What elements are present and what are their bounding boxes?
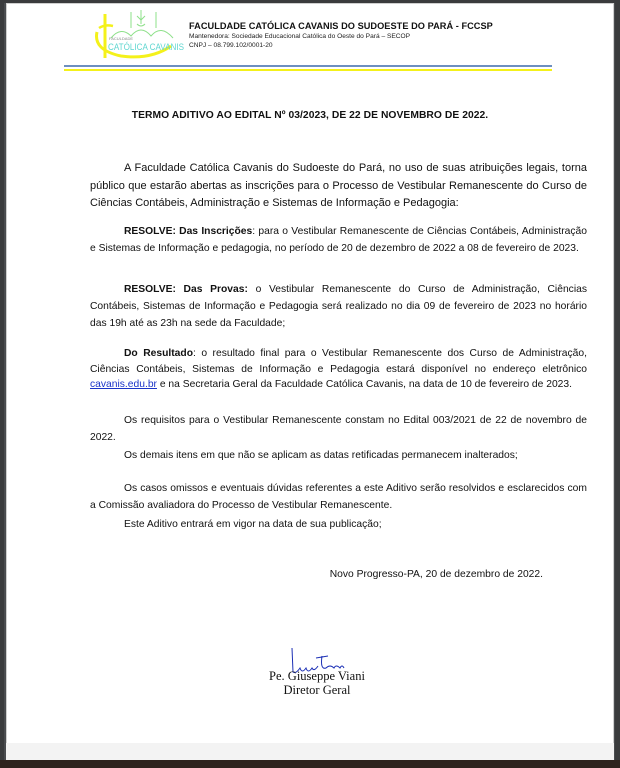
place-and-date: Novo Progresso-PA, 20 de dezembro de 2022.: [329, 569, 543, 580]
signature-block: [227, 644, 407, 697]
paragraph-intro: [90, 160, 587, 213]
cavanis-website-link[interactable]: cavanis.edu.br: [90, 379, 157, 390]
signer-name: Pe. Giuseppe Viani: [269, 669, 365, 683]
intro-text: A Faculdade Católica Cavanis do Sudoeste do Pará, no uso de suas atribuições legais, torna público que estarão abertas as inscrições para o Processo de Vestibular Remanescente do Curso de Ciências Contábeis, Administração e Sistemas de Informação e Pedagogia:: [90, 162, 587, 209]
inscricoes-heading: RESOLVE: Das Inscrições: [124, 226, 253, 237]
requisitos-text: Os requisitos para o Vestibular Remanescente constam no Edital 003/2021 de 22 de novembro de 2022.: [90, 415, 587, 443]
letterhead-text: [189, 21, 493, 50]
letterhead: [7, 4, 613, 84]
paragraph-resultado: [90, 346, 587, 393]
logo-smile: [137, 24, 145, 26]
paragraph-vigor: [90, 516, 587, 533]
provas-heading: RESOLVE: Das Provas:: [124, 284, 248, 295]
paragraph-inscricoes: [90, 223, 587, 257]
resultado-text-after: e na Secretaria Geral da Faculdade Católica Cavanis, na data de 10 de fevereiro de 2023.: [156, 379, 572, 390]
logo-small-text: FACULDADE: [109, 36, 134, 41]
paragraph-provas: [90, 281, 587, 332]
paragraph-demais-itens: [90, 447, 587, 464]
inscricoes-text: : para o Vestibular Remanescente de Ciências Contábeis, Administração e Sistemas de Informação e pedagogia, no período de 20 de dezembro de 2022 a 08 de fevereiro de 2023.: [90, 226, 587, 254]
cnpj-line: CNPJ – 08.799.102/0001-20: [189, 42, 273, 49]
provas-text: o Vestibular Remanescente do Curso de Administração, Ciências Contábeis, Sistemas de Informação e Pedagogia será realizado no dia 09 de fevereiro de 2023 no horário das 19h até as 23h na sede da Faculdade;: [90, 284, 587, 329]
document-page: [6, 3, 614, 748]
header-rule-yellow: [64, 69, 552, 71]
document-title: TERMO ADITIVO AO EDITAL Nº 03/2023, DE 22 DE NOVEMBRO DE 2022.: [131, 110, 489, 121]
resultado-heading: Do Resultado: [124, 348, 193, 359]
casos-omissos-text: Os casos omissos e eventuais dúvidas referentes a este Aditivo serão resolvidos e esclarecidos com a Comissão avaliadora do Processo de Vestibular Remanescente.: [90, 483, 587, 511]
demais-itens-text: Os demais itens em que não se aplicam as datas retificadas permanecem inalterados;: [124, 450, 518, 461]
institution-name: FACULDADE CATÓLICA CAVANIS DO SUDOESTE DO PARÁ - FCCSP: [189, 21, 493, 31]
resultado-text: : o resultado final para o Vestibular Remanescente dos Curso de Administração, Ciências Contábeis, Sistemas de Informação e Pedagogia estará disponível no endereço eletrônico: [90, 348, 587, 375]
signer-role: Diretor Geral: [283, 683, 351, 697]
institution-logo: [91, 6, 187, 62]
paragraph-requisitos: [90, 412, 587, 446]
logo-main-text: CATÓLICA CAVANIS: [108, 42, 184, 52]
page-bottom-margin: [6, 743, 614, 760]
vigor-text: Este Aditivo entrará em vigor na data de sua publicação;: [124, 519, 382, 530]
header-rule-blue: [64, 65, 552, 67]
paragraph-casos-omissos: [90, 480, 587, 514]
viewer-bottom-bar: [0, 760, 620, 768]
maintainer-line: Mantenedora: Sociedade Educacional Católica do Oeste do Pará – SECOP: [189, 33, 411, 40]
